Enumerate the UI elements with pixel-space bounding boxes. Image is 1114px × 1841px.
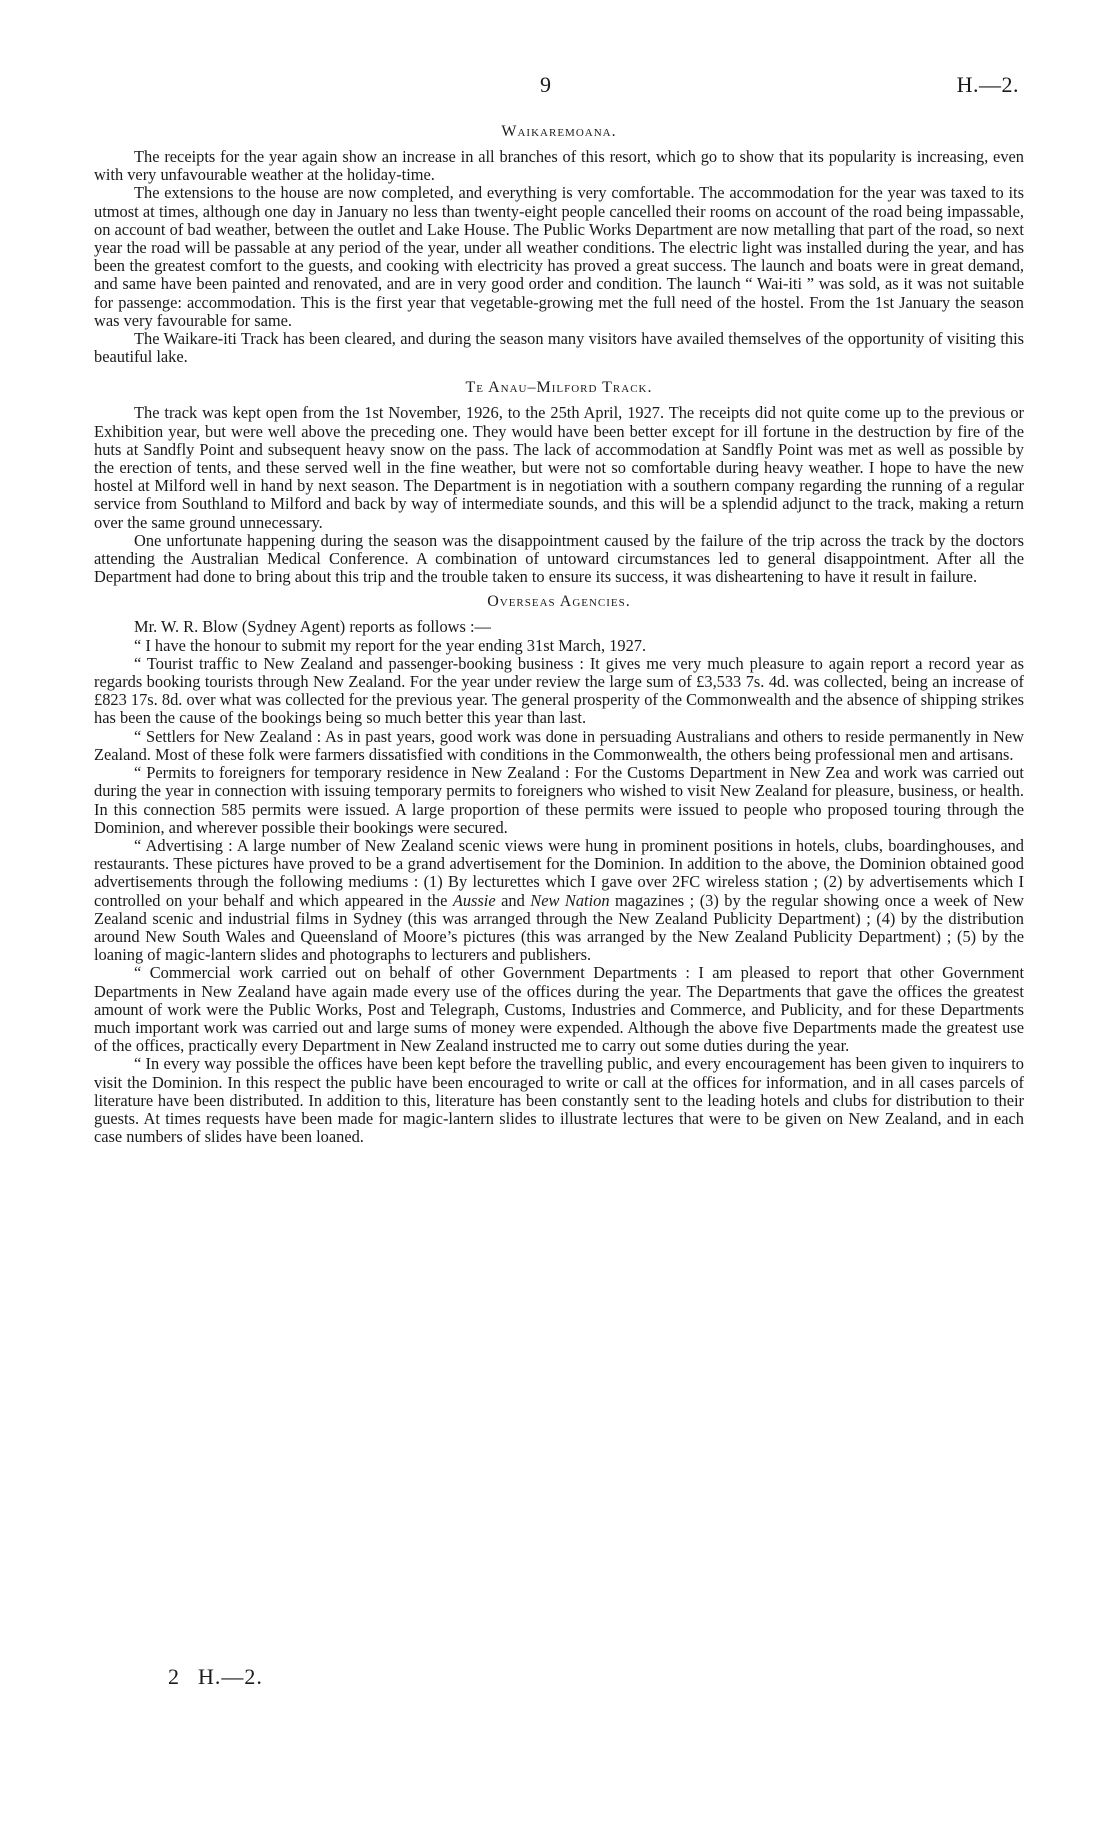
paragraph: “ Tourist traffic to New Zealand and passenger-booking business : It gives me very much pleasure to again report a record year as regards booking tourists through New Zealand. For the year under review the large sum of £3,533 7s. 4d. was collected, being an increase of £823 17s. 8d. over what was collected for the previous year. The general prosperity of the Commonwealth and the absence of shipping strikes has been the cause of the bookings being so much better this year than last. [94,653,1024,728]
section-heading-waikaremoana: Waikaremoana. [501,123,617,140]
paragraph: “ In every way possible the offices have been kept before the travelling public, and every encouragement has been given to inquirers to visit the Dominion. In this respect the public have been encouraged to write or call at the offices for information, and in all cases parcels of literature have been distributed. In addition to this, literature has been constantly sent to the leading hotels and clubs for distribution to their guests. At times requests have been made for magic-lantern slides to illustrate lectures that were to be given on New Zealand, and in each case numbers of slides have been loaned. [94,1054,1024,1147]
paragraph: The Waikare-iti Track has been cleared, and during the season many visitors have availed themselves of the opportunity of visiting this beautiful lake. [94,329,1024,367]
paragraph: The extensions to the house are now completed, and everything is very comfortable. The accommodation for the year was taxed to its utmost at times, although one day in January no less than twenty-eight people cancelled their rooms on account of the road being impassable, on account of bad weather, between the outlet and Lake House. The Public Works Department are now metalling that part of the road, so next year the road will be passable at any period of the year, under all weather conditions. The electric light was installed during the year, and has been the greatest comfort to the guests, and cooking with electricity has proved a great success. The launch and boats were in great demand, and same have been painted and renovated, and are in very good order and condition. The launch “ Wai-iti ” was sold, as it was not suitable for passenge: accommodation. This is the first year that vegetable-growing met the full need of the hostel. From the 1st January the season was very favourable for same. [94,183,1024,330]
paragraph-advertising [94,837,1024,964]
advertising-text-b: magazines ; (3) by the regular showing once a week of New Zealand scenic and industrial films in Sydney (this was arranged through the New Zealand Publicity Department) ; (4) by the distribution around New South Wales and Queensland of Moore’s pictures (this was arranged by the New Zealand Publicity Department) ; (5) by the loaning of magic-lantern slides and photographs to lecturers and publishers. [94,890,1024,965]
signature-number: 2 [168,1664,180,1689]
magazine-title: Aussie [452,890,496,910]
paragraph: One unfortunate happening during the season was the disappointment caused by the failure of the trip across the track by the doctors attending the Australian Medical Conference. A combination of untoward circumstances led to general disappointment. After all the Department had done to bring about this trip and the trouble taken to ensure its success, it was disheartening to have it result in failure. [94,530,1024,587]
report-intro: Mr. W. R. Blow (Sydney Agent) reports as follows :— [134,617,491,637]
signature-mark [168,1664,263,1690]
paragraph: “ Commercial work carried out on behalf of other Government Departments : I am pleased to report that other Government Departments in New Zealand have again made every use of the offices during the year. The Departments that gave the offices the greatest amount of work were the Public Works, Post and Telegraph, Customs, Industries and Commerce, and Publicity, and for these Departments much important work was carried out and large sums of money were expended. Although the above five Departments made the greatest use of the offices, practically every Department in New Zealand instructed me to carry out some duties during the year. [94,963,1024,1056]
document-body [94,116,1024,1146]
paragraph: The receipts for the year again show an increase in all branches of this resort, which go to show that its popularity is increasing, even with very unfavourable weather at the holiday-time. [94,147,1024,185]
advertising-and: and [501,890,525,910]
paragraph: The track was kept open from the 1st November, 1926, to the 25th April, 1927. The receipts did not quite come up to the previous or Exhibition year, but were well above the preceding one. They would have been better except for ill fortune in the destruction by fire of the huts at Sandfly Point and subsequent heavy snow on the pass. The lack of accommodation at Sandfly Point was met as well as possible by the erection of tents, and these served well in the fine weather, but were not so comfortable during heavy weather. I hope to have the new hostel at Milford well in hand by next season. The Department is in negotiation with a southern company regarding the running of a regular service from Southland to Milford and back by way of intermediate sounds, and this will be a splendid adjunct to the track, making a return over the same ground unnecessary. [94,403,1024,532]
paragraph: “ I have the honour to submit my report for the year ending 31st March, 1927. [134,635,647,655]
page-number: 9 [540,72,551,97]
advertising-text-a: “ Advertising : A large number of New Zealand scenic views were hung in prominent positions in hotels, clubs, boardinghouses, and restaurants. These pictures have proved to be a grand advertisement for the Dominion. In addition to the above, the Dominion obtained good advertisements through the following mediums : (1) By lecturettes which I gave over 2FC wireless station ; (2) by advertisements which I controlled on your behalf and which appeared in the [94,835,1024,910]
report-code: H.—2. [956,72,1019,97]
section-heading-overseas: Overseas Agencies. [487,593,631,611]
signature-code: H.—2. [198,1664,263,1689]
paragraph: “ Permits to foreigners for temporary residence in New Zealand : For the Customs Department in New Zea and work was carried out during the year in connection with issuing temporary permits to foreigners who wished to visit New Zealand for pleasure, business, or health. In this connection 585 permits were issued. A large proportion of these permits were issued to people who proposed touring through the Dominion, and wherever possible their bookings were secured. [94,763,1024,837]
paragraph: “ Settlers for New Zealand : As in past years, good work was done in persuading Australians and others to reside permanently in New Zealand. Most of these folk were farmers dissatisfied with conditions in the Commonwealth, the others being professional men and artisans. [94,726,1024,764]
section-heading-te-anau: Te Anau–Milford Track. [465,379,653,397]
page-header [0,72,1114,102]
magazine-title: New Nation [530,890,610,910]
